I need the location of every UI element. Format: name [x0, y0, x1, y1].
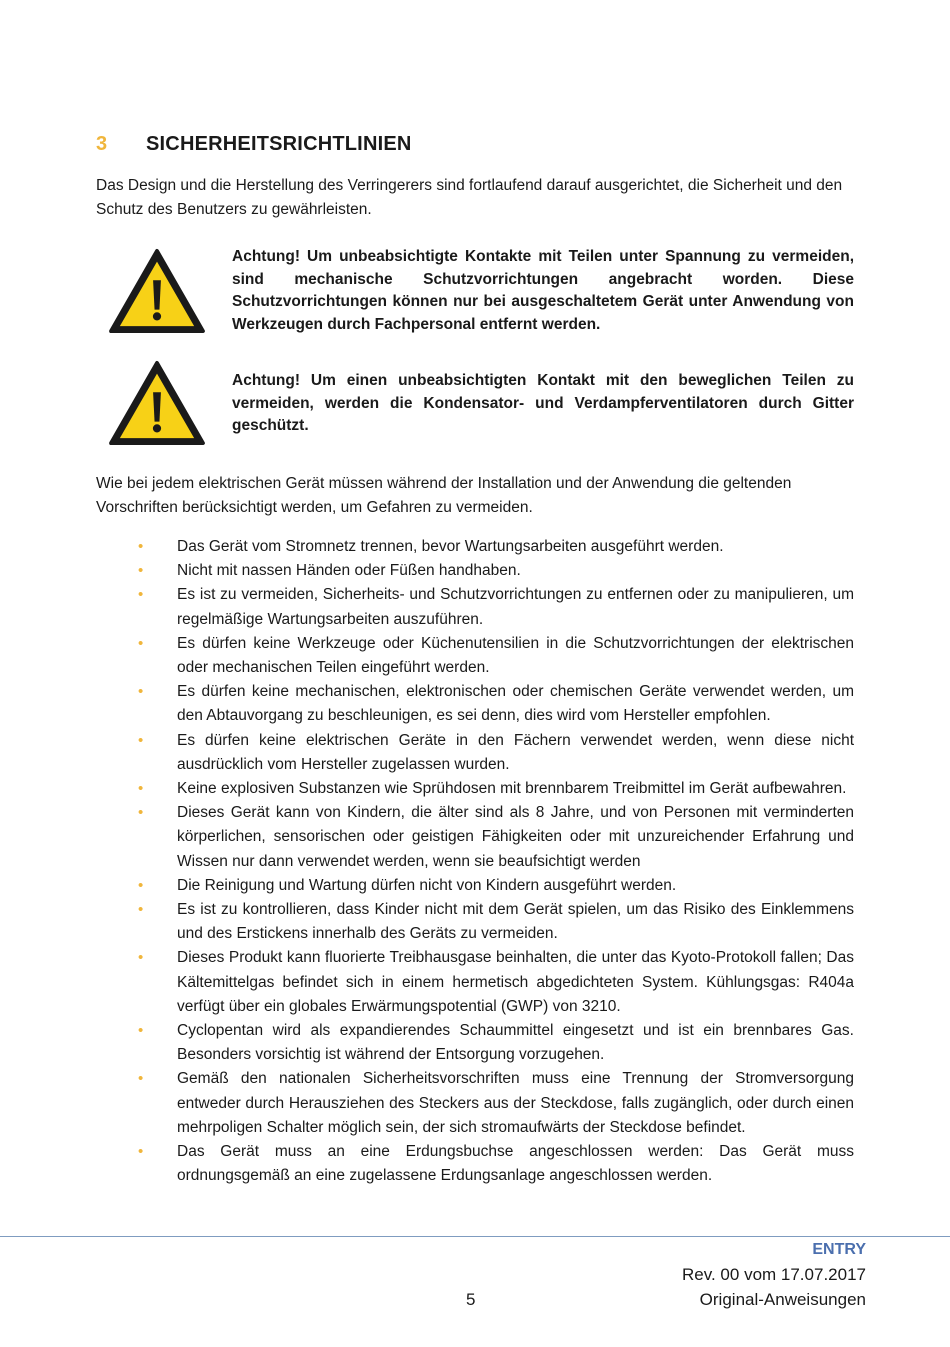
- list-item: [96, 898, 854, 946]
- list-item-text: Dieses Produkt kann fluorierte Treibhausgase beinhalten, die unter das Kyoto-Protokoll fallen; Das Kältemittelgas befindet sich in einem hermetisch abgedichteten System. Kühlungsgas: R404a verfügt über ein globales Erwärmungspotential (GWP) von 3210.: [177, 949, 854, 1015]
- list-item-text: Dieses Gerät kann von Kindern, die älter sind als 8 Jahre, und von Personen mit verminderten körperlichen, sensorischen oder geistigen Fähigkeiten oder mit unzureichender Erfahrung und Wissen nur dann verwendet werden, wenn sie beaufsichtigt werden: [177, 804, 854, 870]
- bullet-icon: •: [138, 949, 144, 967]
- list-item-text: Die Reinigung und Wartung dürfen nicht von Kindern ausgeführt werden.: [177, 876, 677, 894]
- bullet-icon: •: [138, 1070, 144, 1088]
- list-item: [96, 946, 854, 1019]
- list-item-text: Cyclopentan wird als expandierendes Schaummittel eingesetzt und ist ein brennbares Gas. Besonders vorsichtig ist während der Entsorgung vorzugehen.: [177, 1022, 854, 1064]
- list-item-text: Es dürfen keine Werkzeuge oder Küchenutensilien in die Schutzvorrichtungen der elektrischen oder mechanischen Teilen eingeführt werden.: [177, 634, 854, 677]
- bullet-icon: •: [138, 876, 144, 894]
- list-item: [96, 583, 854, 631]
- footer-divider: [0, 1236, 950, 1237]
- section-title: SICHERHEITSRICHTLINIEN: [146, 132, 412, 155]
- list-item: [96, 729, 854, 777]
- bullet-icon: •: [138, 683, 144, 701]
- section-heading: [96, 130, 412, 158]
- list-item: [96, 1019, 854, 1067]
- list-item: [96, 1140, 854, 1188]
- list-item: [96, 777, 854, 801]
- bullet-icon: •: [138, 562, 144, 580]
- bullet-icon: •: [138, 586, 144, 604]
- list-item-text: Gemäß den nationalen Sicherheitsvorschriften muss eine Trennung der Stromversorgung entweder durch Herausziehen des Steckers aus der Steckdose, falls zugänglich, oder durch einen mehrpoligen Schalter möglich sein, der sich stromaufwärts der Steckdose befindet.: [177, 1070, 854, 1136]
- bullet-icon: •: [138, 634, 144, 652]
- list-item-text: Es ist zu kontrollieren, dass Kinder nicht mit dem Gerät spielen, um das Risiko des Einklemmens und des Erstickens innerhalb des Geräts zu vermeiden.: [177, 901, 854, 943]
- list-item-text: Das Gerät muss an eine Erdungsbuchse angeschlossen werden: Das Gerät muss ordnungsgemäß an eine zugelassene Erdungsanlage angeschlossen werden.: [177, 1143, 854, 1185]
- list-item-text: Keine explosiven Substanzen wie Sprühdosen mit brennbarem Treibmittel im Gerät aufbewahren.: [177, 780, 847, 798]
- list-item-text: Es dürfen keine mechanischen, elektronischen oder chemischen Geräte verwendet werden, um den Abtauvorgang zu beschleunigen, es sei denn, dies wird vom Hersteller empfohlen.: [177, 683, 854, 725]
- list-item: [96, 632, 854, 680]
- list-item: [96, 680, 854, 728]
- bullet-icon: •: [138, 780, 144, 798]
- warning-triangle-icon: [108, 360, 206, 446]
- footer-doc-type: Original-Anweisungen: [699, 1290, 866, 1309]
- warning-text: Achtung! Um einen unbeabsichtigten Kontakt mit den beweglichen Teilen zu vermeiden, werden die Kondensator- und Verdampferventilatoren durch Gitter geschützt.: [232, 372, 854, 434]
- bullet-icon: •: [138, 804, 144, 822]
- list-item-text: Es dürfen keine elektrischen Geräte in den Fächern verwendet werden, wenn diese nicht ausdrücklich vom Hersteller zugelassen wurden.: [177, 731, 854, 773]
- page-number: 5: [466, 1290, 476, 1309]
- section-number: 3: [96, 132, 108, 155]
- footer-revision: Rev. 00 vom 17.07.2017: [682, 1265, 866, 1284]
- list-item: [96, 801, 854, 874]
- bullet-icon: •: [138, 538, 144, 555]
- list-item-text: Nicht mit nassen Händen oder Füßen handhaben.: [177, 562, 521, 580]
- list-item: [96, 559, 854, 583]
- warning-text: Achtung! Um unbeabsichtigte Kontakte mit Teilen unter Spannung zu vermeiden, sind mechanische Schutzvorrichtungen angebracht worden. Diese Schutzvorrichtungen können nur bei ausgeschaltetem Gerät unter Anwendung von Werkzeugen durch Fachpersonal entfernt werden.: [232, 248, 854, 333]
- bullet-icon: •: [138, 731, 144, 749]
- regulations-paragraph: Wie bei jedem elektrischen Gerät müssen während der Installation und der Anwendung die geltenden Vorschriften berücksichtigt werden, um Gefahren zu vermeiden.: [96, 475, 792, 516]
- list-item-text: Das Gerät vom Stromnetz trennen, bevor Wartungsarbeiten ausgeführt werden.: [177, 538, 724, 555]
- bullet-icon: •: [138, 1022, 144, 1040]
- safety-rules-list: [96, 535, 854, 1188]
- warning-triangle-icon: [108, 248, 206, 334]
- bullet-icon: •: [138, 901, 144, 919]
- list-item: [96, 535, 854, 559]
- list-item: [96, 1067, 854, 1140]
- footer-brand: ENTRY: [812, 1241, 866, 1258]
- intro-paragraph: Das Design und die Herstellung des Verringerers sind fortlaufend darauf ausgerichtet, die Sicherheit und den Schutz des Benutzers zu gewährleisten.: [96, 177, 843, 218]
- bullet-icon: •: [138, 1143, 144, 1161]
- list-item: [96, 874, 854, 898]
- list-item-text: Es ist zu vermeiden, Sicherheits- und Schutzvorrichtungen zu entfernen oder zu manipulieren, um regelmäßige Wartungsarbeiten auszuführen.: [177, 586, 854, 628]
